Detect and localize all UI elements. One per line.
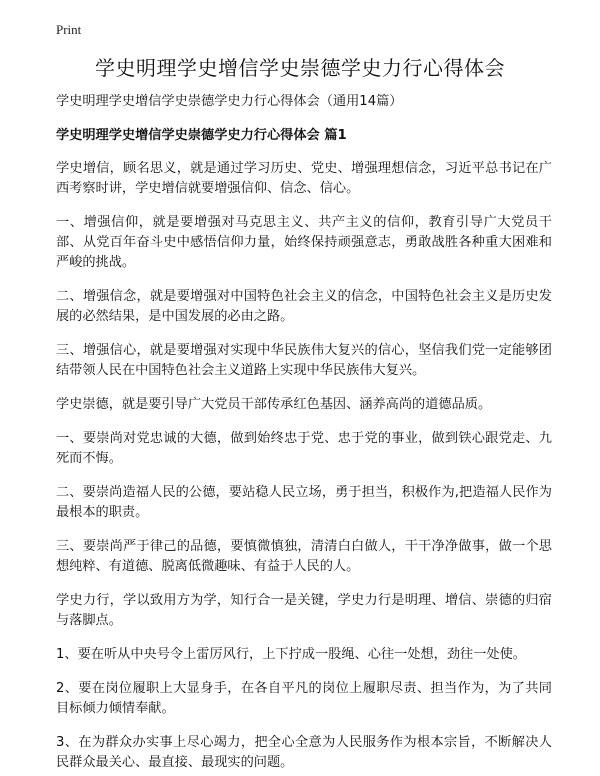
paragraph: 一、要崇尚对党忠诚的大德，做到始终忠于党、忠于党的事业，做到铁心跟党走、九死而不悔。: [56, 431, 552, 466]
paragraph: 学史崇德，就是要引导广大党员干部传承红色基因、涵养高尚的道德品质。: [56, 397, 492, 412]
document-subtitle: 学史明理学史增信学史崇德学史力行心得体会（通用14篇）: [56, 94, 403, 109]
section-heading: 学史明理学史增信学史崇德学史力行心得体会 篇1: [56, 128, 347, 143]
paragraph: 学史力行，学以致用方为学，知行合一是关键，学史力行是明理、增信、崇德的归宿与落脚点。: [56, 593, 552, 628]
paragraph: 二、要崇尚造福人民的公德，要站稳人民立场，勇于担当，积极作为,把造福人民作为最根本的职责。: [56, 485, 552, 520]
paragraph: 学史增信，顾名思义，就是通过学习历史、党史、增强理想信念，习近平总书记在广西考察时讲，学史增信就要增强信仰、信念、信心。: [56, 161, 552, 196]
paragraph: 二、增强信念，就是要增强对中国特色社会主义的信念，中国特色社会主义是历史发展的必然结果，是中国发展的必由之路。: [56, 289, 552, 324]
paragraph: 2、要在岗位履职上大显身手，在各自平凡的岗位上履职尽责、担当作为，为了共同目标倾力倾情奉献。: [56, 681, 552, 716]
paragraph: 三、增强信心，就是要增强对实现中华民族伟大复兴的信心，坚信我们党一定能够团结带领人民在中国特色社会主义道路上实现中华民族伟大复兴。: [56, 343, 552, 378]
paragraph: 三、要崇尚严于律己的品德，要慎微慎独，清清白白做人，干干净净做事，做一个思想纯粹、有道德、脱离低微趣味、有益于人民的人。: [56, 539, 552, 574]
document-title: 学史明理学史增信学史崇德学史力行心得体会: [95, 56, 505, 80]
paragraph: 1、要在听从中央号令上雷厉风行，上下拧成一股绳、心往一处想，劲往一处使。: [56, 647, 526, 662]
print-label: Print: [56, 22, 82, 37]
document-body: [56, 92, 552, 776]
paragraph: 3、在为群众办实事上尽心竭力，把全心全意为人民服务作为根本宗旨，不断解决人民群众最关心、最直接、最现实的问题。: [56, 735, 552, 770]
paragraph: 一、增强信仰，就是要增强对马克思主义、共产主义的信仰，教育引导广大党员干部、从党百年奋斗史中感悟信仰力量，始终保持顽强意志，勇敢战胜各种重大困难和严峻的挑战。: [56, 215, 552, 270]
